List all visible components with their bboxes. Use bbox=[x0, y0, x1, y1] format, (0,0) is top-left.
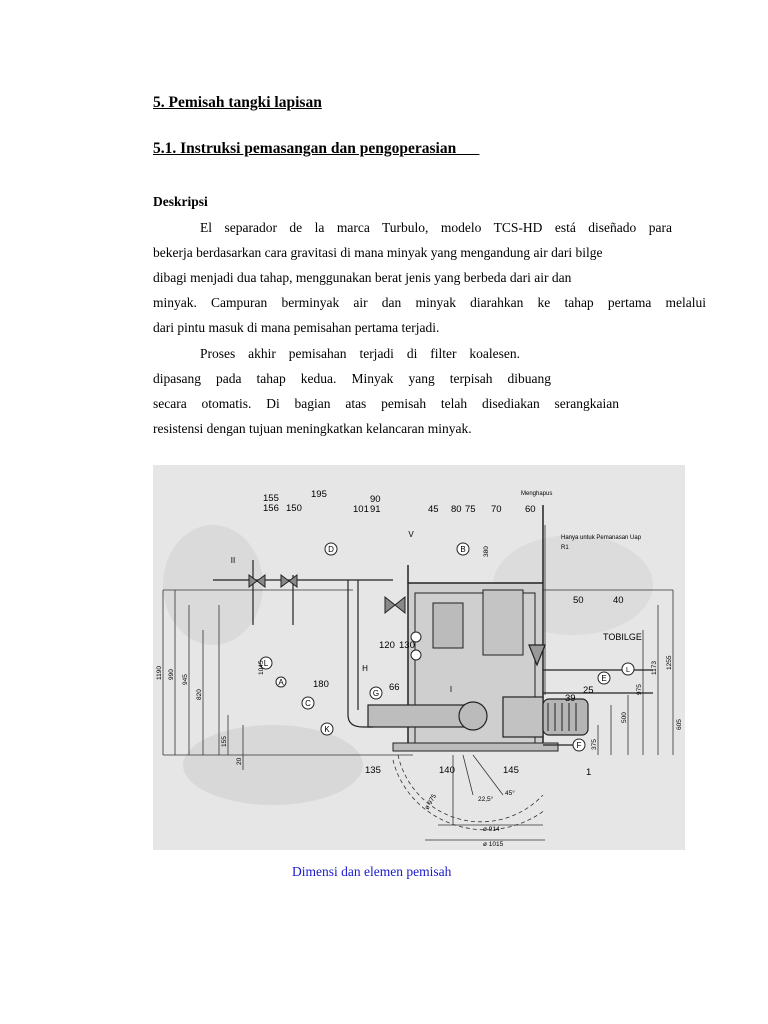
callout-number: 45 bbox=[428, 504, 439, 515]
letter-label: E bbox=[601, 674, 607, 683]
paragraph-line: secara otomatis. Di bagian atas pemisah telah disediakan serangkaian bbox=[153, 396, 619, 411]
dimension-label: 1255 bbox=[666, 655, 673, 670]
dimension-label: 155 bbox=[221, 736, 228, 747]
callout-number: 101 bbox=[353, 504, 369, 515]
callout-number: 40 bbox=[613, 595, 624, 606]
letter-label: II bbox=[230, 556, 236, 565]
paragraph-line: resistensi dengan tujuan meningkatkan kelancaran minyak. bbox=[153, 421, 472, 436]
dimension-label: 1173 bbox=[651, 661, 658, 675]
note-top: Menghapus bbox=[521, 491, 553, 497]
callout-number: 60 bbox=[525, 504, 536, 515]
letter-label: C bbox=[305, 699, 311, 708]
paragraph-line: dipasang pada tahap kedua. Minyak yang terpisah dibuang bbox=[153, 371, 551, 386]
letter-label: G bbox=[372, 689, 380, 698]
callout-number: 155 bbox=[263, 493, 279, 504]
dimension-label: 1190 bbox=[156, 666, 163, 680]
dimension-label: 22,5° bbox=[478, 796, 494, 803]
callout-number: 70 bbox=[491, 504, 502, 515]
paragraph-line: bekerja berdasarkan cara gravitasi di mana minyak yang mengandung air dari bilge bbox=[153, 245, 603, 260]
paragraph-line: minyak. Campuran berminyak air dan minyak diarahkan ke tahap pertama melalui bbox=[153, 295, 706, 310]
note-side: Hanya untuk Pemanasan Uap bbox=[561, 535, 642, 541]
paragraph-line: dibagi menjadi dua tahap, menggunakan berat jenis yang berbeda dari air dan bbox=[153, 270, 572, 285]
callout-number: 1 bbox=[586, 767, 592, 778]
letter-label: V bbox=[408, 530, 414, 539]
callout-number: 50 bbox=[573, 595, 584, 606]
dimension-label: 990 bbox=[168, 669, 175, 680]
callout-number: 90 bbox=[370, 494, 381, 505]
callout-number: 180 bbox=[313, 679, 329, 690]
callout-number: 140 bbox=[439, 765, 455, 776]
figure-caption: Dimensi dan elemen pemisah bbox=[292, 864, 452, 879]
paragraph-line: Proses akhir pemisahan terjadi di filter koalesen. bbox=[200, 346, 520, 361]
paragraph-line: dari pintu masuk di mana pemisahan pertama terjadi. bbox=[153, 320, 440, 335]
callout-number: 91 bbox=[370, 504, 381, 515]
callout-number: 25 bbox=[583, 685, 594, 696]
note-r1: R1 bbox=[561, 545, 569, 551]
callout-number: 120 bbox=[379, 640, 395, 651]
letter-label: L bbox=[263, 659, 269, 668]
letter-label: K bbox=[324, 725, 330, 734]
tobilge-label: TOBILGE bbox=[603, 632, 642, 642]
letter-label: A bbox=[278, 678, 284, 687]
dimension-label: 375 bbox=[591, 739, 598, 750]
letter-label: H bbox=[362, 664, 368, 673]
separator-drawing bbox=[153, 465, 685, 850]
dimension-label: 945 bbox=[182, 674, 189, 685]
callout-number: 66 bbox=[389, 682, 400, 693]
dimension-label: ø 914 bbox=[483, 826, 500, 833]
callout-number: 75 bbox=[465, 504, 476, 515]
paragraph-line: El separador de la marca Turbulo, modelo TCS-HD está diseñado para bbox=[200, 220, 672, 235]
letter-label: F bbox=[576, 741, 582, 750]
dimension-label: 380 bbox=[483, 546, 490, 557]
dimension-label: 605 bbox=[676, 719, 683, 730]
dimension-label: ø 1015 bbox=[483, 841, 504, 848]
dimension-label: ø 975 bbox=[423, 793, 439, 811]
page-heading: 5. Pemisah tangki lapisan bbox=[153, 94, 322, 111]
section-subheading: 5.1. Instruksi pemasangan dan pengoperasian bbox=[153, 140, 480, 157]
dimension-label: 20 bbox=[236, 757, 243, 765]
separator-diagram bbox=[153, 465, 685, 850]
callout-number: 80 bbox=[451, 504, 462, 515]
dimension-label: 1045 bbox=[258, 660, 265, 675]
description-title: Deskripsi bbox=[153, 194, 208, 209]
letter-label: D bbox=[328, 545, 334, 554]
callout-number: 195 bbox=[311, 489, 327, 500]
callout-number: 135 bbox=[365, 765, 381, 776]
dimension-label: 500 bbox=[621, 712, 628, 723]
callout-number: 145 bbox=[503, 765, 519, 776]
letter-label: L bbox=[626, 667, 630, 674]
dimension-label: 820 bbox=[196, 689, 203, 700]
callout-number: 39 bbox=[565, 693, 576, 704]
dimension-label: 975 bbox=[636, 684, 643, 695]
letter-label: B bbox=[460, 545, 466, 554]
dimension-label: 45° bbox=[505, 790, 515, 797]
callout-number: 130 bbox=[399, 640, 415, 651]
callout-number: 156 bbox=[263, 503, 279, 514]
letter-label: I bbox=[449, 685, 453, 694]
callout-number: 150 bbox=[286, 503, 302, 514]
